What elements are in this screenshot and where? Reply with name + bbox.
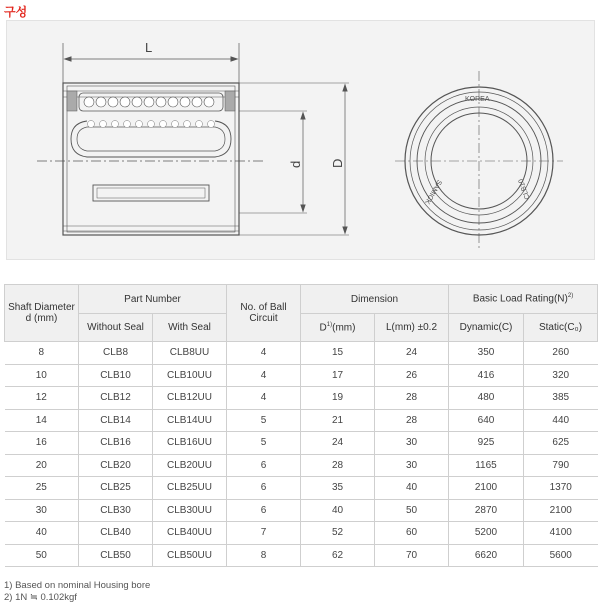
ball-loop <box>88 121 215 128</box>
cell-static: 385 <box>524 387 598 410</box>
cell-ball-circuit: 4 <box>227 364 301 387</box>
cell-L: 40 <box>375 477 449 500</box>
cell-ball-circuit: 5 <box>227 409 301 432</box>
cell-shaft: 25 <box>5 477 79 500</box>
cell-shaft: 8 <box>5 342 79 365</box>
cell-ball-circuit: 8 <box>227 544 301 567</box>
cell-dynamic: 416 <box>449 364 524 387</box>
header-shaft: Shaft Diameter d (mm) <box>5 285 79 342</box>
cell-dynamic: 640 <box>449 409 524 432</box>
ball-row <box>84 97 214 107</box>
header-D-unit: (mm) <box>332 322 356 334</box>
cell-shaft: 30 <box>5 499 79 522</box>
cell-with-seal: CLB12UU <box>153 387 227 410</box>
cell-dynamic: 350 <box>449 342 524 365</box>
footnote-2: 2) 1N ≒ 0.102kgf <box>4 592 77 603</box>
cell-ball-circuit: 5 <box>227 432 301 455</box>
section-heading: 구성 <box>4 5 28 19</box>
cell-L: 26 <box>375 364 449 387</box>
cell-dynamic: 5200 <box>449 522 524 545</box>
cell-without-seal: CLB10 <box>79 364 153 387</box>
cell-dynamic: 6620 <box>449 544 524 567</box>
cell-with-seal: CLB50UU <box>153 544 227 567</box>
cell-dynamic: 480 <box>449 387 524 410</box>
cell-D: 21 <box>301 409 375 432</box>
stamp-text-bottom-right: CLB10 <box>517 177 532 201</box>
header-load-rating-sup: 2) <box>567 293 574 300</box>
dim-label-d: d <box>288 160 303 168</box>
header-D-text: D <box>319 322 327 334</box>
cell-dynamic: 925 <box>449 432 524 455</box>
header-dimension: Dimension <box>301 285 449 314</box>
cell-with-seal: CLB8UU <box>153 342 227 365</box>
header-dynamic: Dynamic(C) <box>449 314 524 342</box>
table-row <box>5 387 598 410</box>
cell-with-seal: CLB14UU <box>153 409 227 432</box>
table-row <box>5 477 598 500</box>
cell-static: 5600 <box>524 544 598 567</box>
header-without-seal: Without Seal <box>79 314 153 342</box>
footnotes <box>4 580 150 604</box>
cell-D: 28 <box>301 454 375 477</box>
header-load-rating <box>449 285 598 314</box>
cell-ball-circuit: 6 <box>227 477 301 500</box>
cell-without-seal: CLB25 <box>79 477 153 500</box>
cell-D: 15 <box>301 342 375 365</box>
cell-ball-circuit: 4 <box>227 342 301 365</box>
cell-static: 320 <box>524 364 598 387</box>
cell-with-seal: CLB30UU <box>153 499 227 522</box>
cell-without-seal: CLB40 <box>79 522 153 545</box>
cell-dynamic: 2870 <box>449 499 524 522</box>
cell-dynamic: 2100 <box>449 477 524 500</box>
cell-static: 1370 <box>524 477 598 500</box>
table-row <box>5 342 598 365</box>
cell-ball-circuit: 4 <box>227 387 301 410</box>
table-row <box>5 522 598 545</box>
cell-D: 17 <box>301 364 375 387</box>
cell-without-seal: CLB12 <box>79 387 153 410</box>
table-row <box>5 432 598 455</box>
cell-L: 70 <box>375 544 449 567</box>
cell-shaft: 16 <box>5 432 79 455</box>
cell-shaft: 10 <box>5 364 79 387</box>
table-row <box>5 409 598 432</box>
side-view <box>37 43 349 235</box>
cell-shaft: 14 <box>5 409 79 432</box>
cell-L: 30 <box>375 432 449 455</box>
cell-L: 50 <box>375 499 449 522</box>
cell-shaft: 12 <box>5 387 79 410</box>
table-row <box>5 454 598 477</box>
stamp-text-top: KOREA <box>465 96 490 103</box>
header-L: L(mm) ±0.2 <box>375 314 449 342</box>
cell-without-seal: CLB20 <box>79 454 153 477</box>
cell-without-seal: CLB16 <box>79 432 153 455</box>
dim-label-L: L <box>145 40 153 55</box>
cell-without-seal: CLB14 <box>79 409 153 432</box>
cell-L: 60 <box>375 522 449 545</box>
cell-ball-circuit: 6 <box>227 499 301 522</box>
cell-without-seal: CLB50 <box>79 544 153 567</box>
spec-table <box>4 284 598 567</box>
cell-with-seal: CLB25UU <box>153 477 227 500</box>
header-with-seal: With Seal <box>153 314 227 342</box>
header-D <box>301 314 375 342</box>
cell-L: 28 <box>375 409 449 432</box>
stamp-text-bottom-left: SAMICK <box>423 178 443 206</box>
cell-L: 28 <box>375 387 449 410</box>
table-row <box>5 499 598 522</box>
cell-with-seal: CLB10UU <box>153 364 227 387</box>
cell-without-seal: CLB8 <box>79 342 153 365</box>
cell-static: 4100 <box>524 522 598 545</box>
cell-D: 19 <box>301 387 375 410</box>
cell-D: 24 <box>301 432 375 455</box>
cell-shaft: 50 <box>5 544 79 567</box>
header-part-number: Part Number <box>79 285 227 314</box>
cell-D: 35 <box>301 477 375 500</box>
technical-drawing <box>6 20 595 260</box>
table-row <box>5 364 598 387</box>
cell-with-seal: CLB20UU <box>153 454 227 477</box>
cell-ball-circuit: 7 <box>227 522 301 545</box>
cell-without-seal: CLB30 <box>79 499 153 522</box>
cell-D: 62 <box>301 544 375 567</box>
cell-static: 2100 <box>524 499 598 522</box>
cell-shaft: 20 <box>5 454 79 477</box>
header-ball-circuit: No. of Ball Circuit <box>227 285 301 342</box>
spec-table-body <box>5 342 598 567</box>
header-D-sup: 1) <box>326 321 333 328</box>
cell-with-seal: CLB16UU <box>153 432 227 455</box>
header-load-rating-text: Basic Load Rating(N) <box>472 293 568 305</box>
dim-label-D: D <box>330 158 345 168</box>
footnote-1: 1) Based on nominal Housing bore <box>4 580 151 591</box>
cell-D: 40 <box>301 499 375 522</box>
cell-static: 625 <box>524 432 598 455</box>
bearing-drawing-svg <box>7 21 596 261</box>
header-static: Static(C₀) <box>524 314 598 342</box>
cell-static: 260 <box>524 342 598 365</box>
cell-L: 30 <box>375 454 449 477</box>
cell-D: 52 <box>301 522 375 545</box>
cell-with-seal: CLB40UU <box>153 522 227 545</box>
table-row <box>5 544 598 567</box>
cell-static: 440 <box>524 409 598 432</box>
cell-shaft: 40 <box>5 522 79 545</box>
cell-dynamic: 1165 <box>449 454 524 477</box>
cell-static: 790 <box>524 454 598 477</box>
cell-ball-circuit: 6 <box>227 454 301 477</box>
cell-L: 24 <box>375 342 449 365</box>
